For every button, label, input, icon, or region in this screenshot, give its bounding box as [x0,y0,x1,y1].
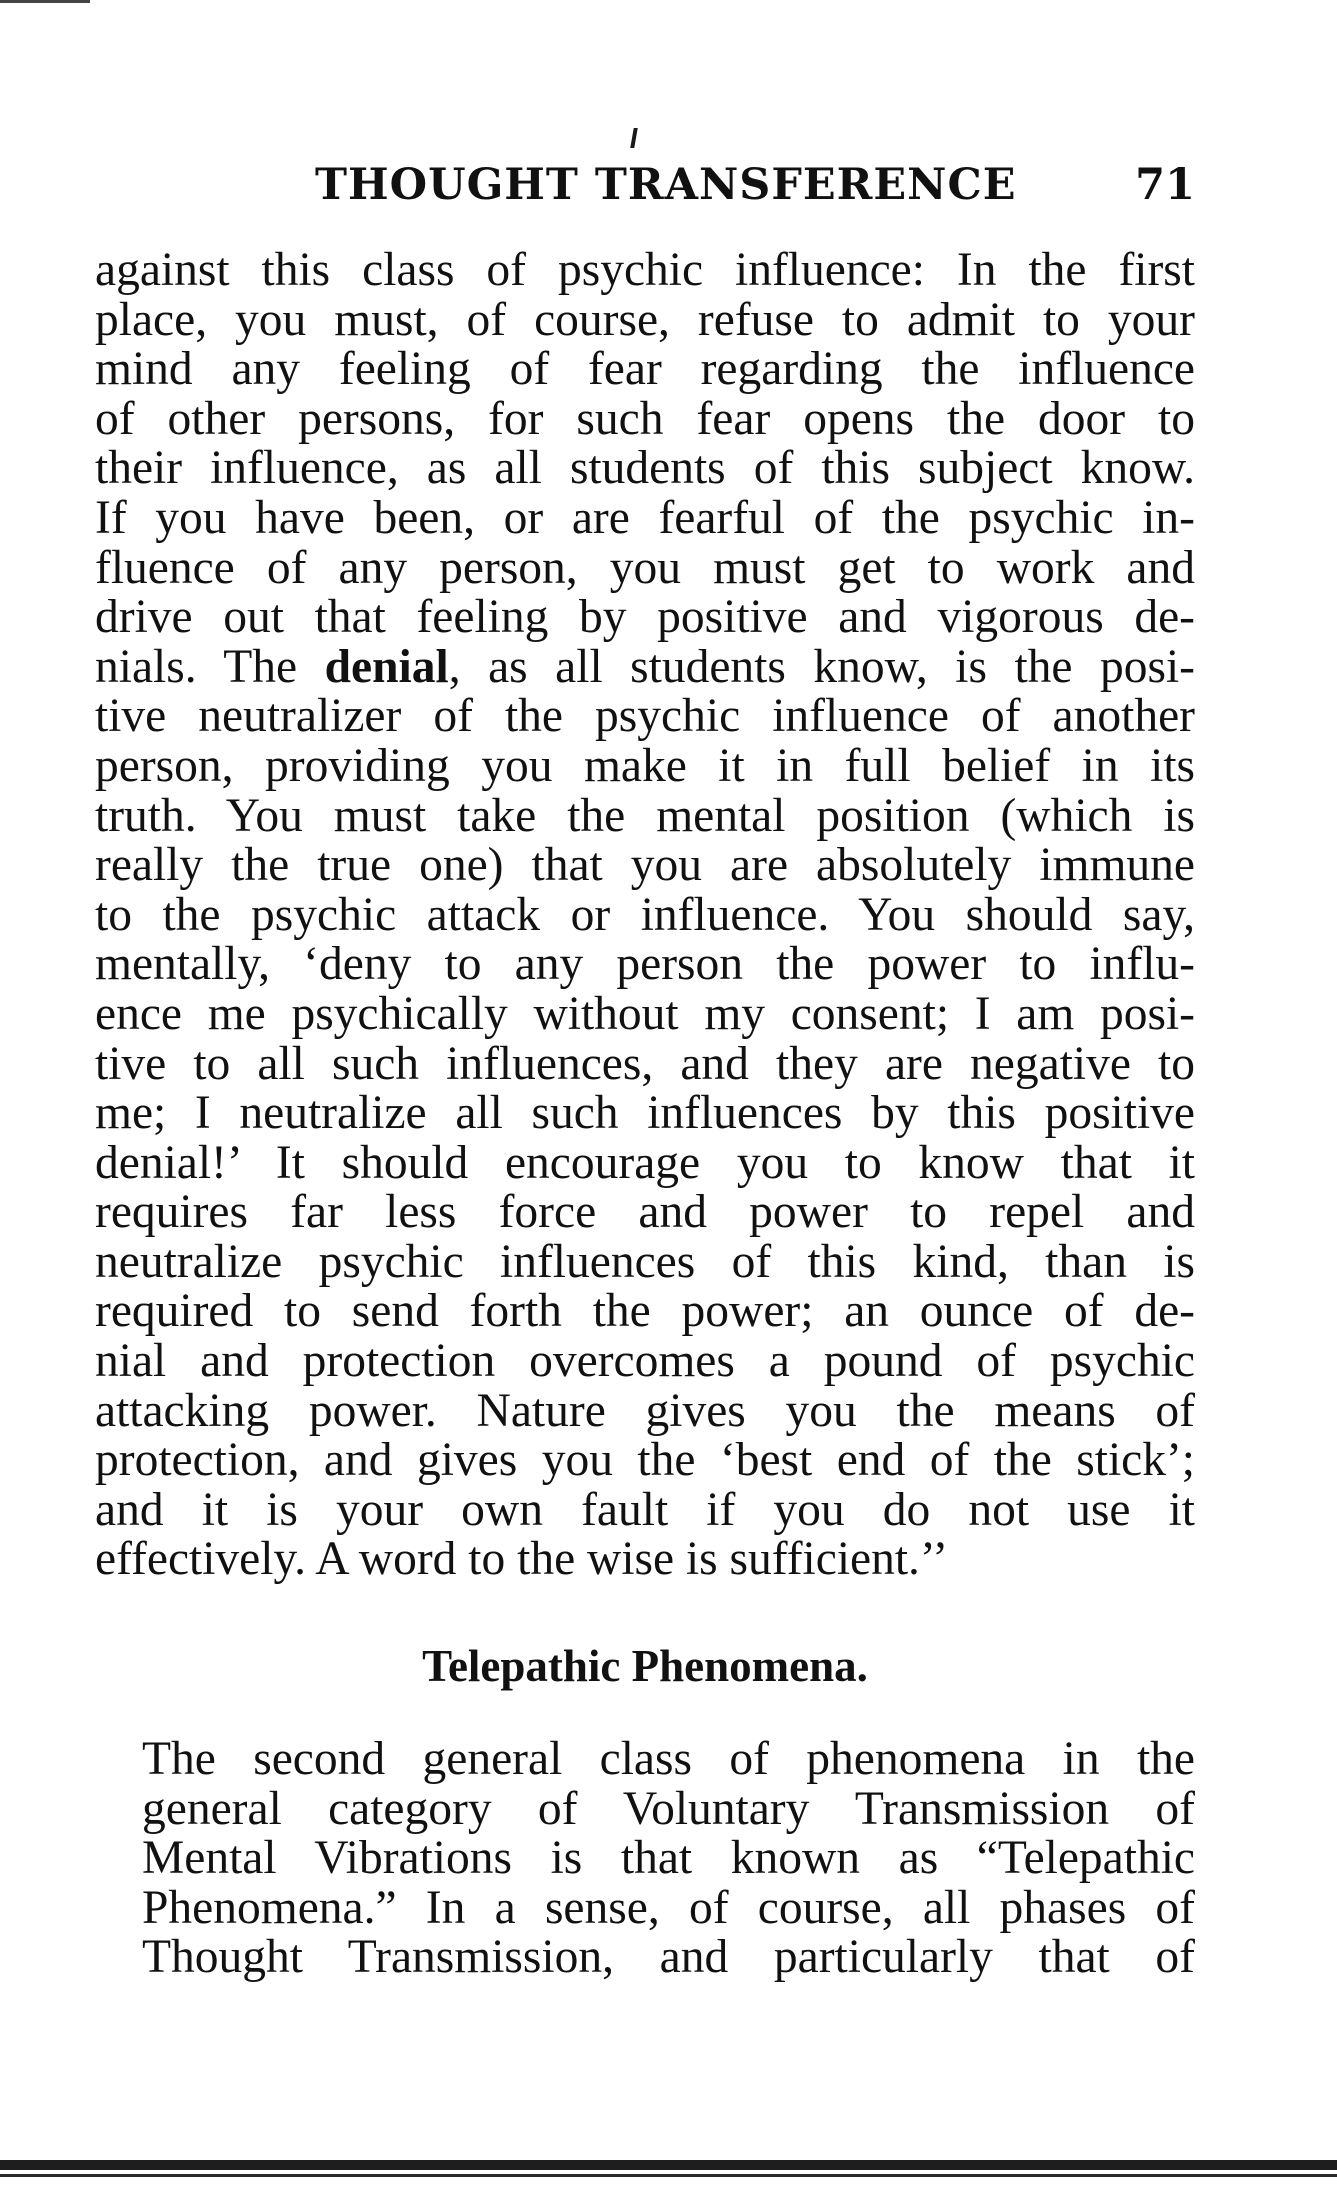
text-line: truth. You must take the mental position (which is [95,789,1195,842]
text-line: If you have been, or are fearful of the psychic in- [95,491,1195,544]
text-line: effectively. A word to the wise is sufficient.’’ [95,1533,949,1586]
text-line: protection, and gives you the ‘best end of the stick’; [95,1434,1195,1487]
bottom-rule-thin [0,2174,1337,2177]
text-line: required to send forth the power; an ounce of de- [95,1285,1195,1338]
text-line: tive to all such influences, and they are negative to [95,1037,1195,1090]
text-line: against this class of psychic influence: In the first [95,244,1195,296]
text-line: attacking power. Nature gives you the means of [95,1384,1195,1437]
text-line: The second general class of phenomena in the [142,1733,1195,1785]
text-line: denial!’ It should encourage you to know that it [95,1136,1195,1189]
text-line: ence me psychically without my consent; I am posi- [95,987,1195,1040]
text-line: requires far less force and power to repel and [95,1186,1195,1239]
text-line: Thought Transmission, and particularly that of [142,1931,1195,1984]
running-header [95,160,1195,216]
scan-edge-mark [0,0,90,3]
text-line: mind any feeling of fear regarding the influence [95,343,1195,396]
text-line: nial and protection overcomes a pound of psychic [95,1335,1195,1388]
text-line: Phenomena.” In a sense, of course, all phases of [142,1881,1195,1934]
text-line: me; I neutralize all such influences by this positive [95,1087,1195,1140]
text-line: to the psychic attack or influence. You should say, [95,888,1195,941]
text-line: tive neutralizer of the psychic influence of another [95,690,1195,743]
text-line: of other persons, for such fear opens the door to [95,392,1195,445]
text-line: mentally, ‘deny to any person the power to influ- [95,938,1195,991]
text-line: Mental Vibrations is that known as “Telepathic [142,1832,1195,1885]
text-line: drive out that feeling by positive and vigorous de- [95,591,1195,644]
text-line: general category of Voluntary Transmission of [142,1782,1195,1835]
paragraph-continued [95,246,1195,1585]
bottom-rule [0,2160,1337,2170]
text-run: nials. The [95,640,325,693]
text-line: neutralize psychic influences of this kind, than is [95,1235,1195,1288]
section-heading: Telepathic Phenomena. [422,1641,868,1691]
text-line: fluence of any person, you must get to work and [95,541,1195,594]
page-number: 71 [1135,160,1195,210]
paragraph [95,1735,1195,1983]
running-title: THOUGHT TRANSFERENCE [315,160,1017,210]
text-line: and it is your own fault if you do not use it [95,1483,1195,1536]
text-run: , as all students know, is the posi- [448,640,1196,693]
text-line: place, you must, of course, refuse to admit to your [95,293,1195,346]
printer-mark [630,128,638,148]
text-line [95,640,1196,693]
text-line: person, providing you make it in full belief in its [95,739,1195,792]
emphasized-word: denial [324,640,449,693]
text-line: their influence, as all students of this subject know. [95,442,1195,495]
text-line: really the true one) that you are absolutely immune [95,839,1195,892]
